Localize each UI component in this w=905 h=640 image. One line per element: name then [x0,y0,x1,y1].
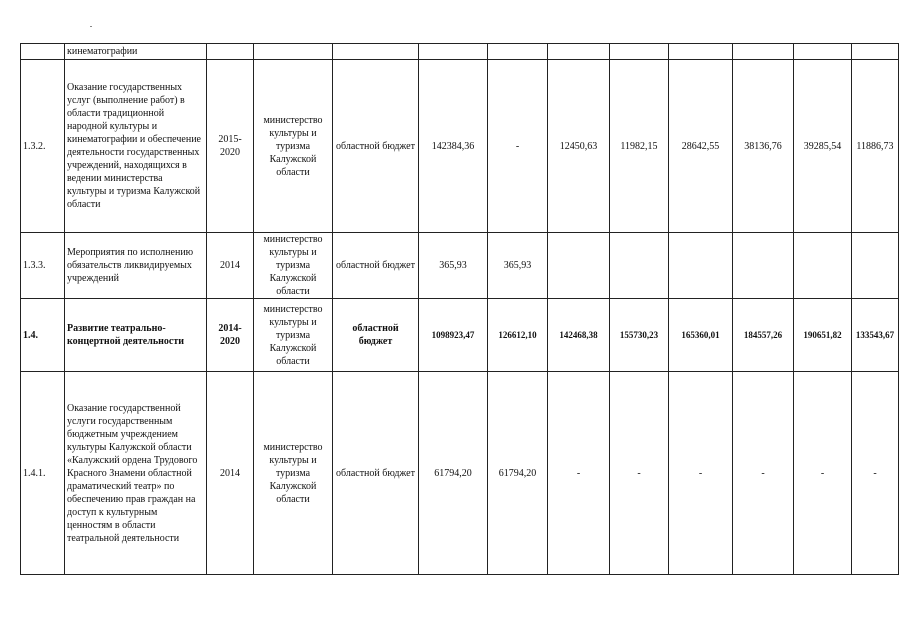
row-2014: 126612,10 [488,299,548,372]
row-2019 [794,44,852,60]
row-total: 61794,20 [419,372,488,575]
row-2018 [733,44,794,60]
row-name: Мероприятия по исполнению обязательств ликвидируемых учреждений [65,233,207,299]
row-2017: - [669,372,733,575]
table-row [21,233,899,299]
row-name: кинематографии [65,44,207,60]
budget-table [20,43,899,575]
row-2017: 165360,01 [669,299,733,372]
row-2015: 12450,63 [548,60,610,233]
row-2019: 190651,82 [794,299,852,372]
row-period: 2014 [207,372,254,575]
row-total: 365,93 [419,233,488,299]
row-2016 [610,44,669,60]
table-row [21,60,899,233]
row-2020 [852,44,899,60]
row-total [419,44,488,60]
row-2018: - [733,372,794,575]
row-period: 2014-2020 [207,299,254,372]
row-period: 2014 [207,233,254,299]
table-row [21,44,899,60]
row-2015 [548,233,610,299]
row-source: областной бюджет [333,60,419,233]
row-2016: - [610,372,669,575]
row-number: 1.3.2. [21,60,65,233]
row-2017: 28642,55 [669,60,733,233]
row-2020: - [852,372,899,575]
row-2017 [669,44,733,60]
row-executor: министерство культуры и туризма Калужской области [254,299,333,372]
table-row [21,299,899,372]
row-2020: 11886,73 [852,60,899,233]
row-executor [254,44,333,60]
row-name: Развитие театрально-концертной деятельности [65,299,207,372]
row-number: 1.3.3. [21,233,65,299]
row-2014 [488,44,548,60]
row-2018: 38136,76 [733,60,794,233]
row-2018: 184557,26 [733,299,794,372]
row-2020 [852,233,899,299]
row-2015: 142468,38 [548,299,610,372]
row-2016 [610,233,669,299]
row-2017 [669,233,733,299]
row-number: 1.4. [21,299,65,372]
row-period: 2015-2020 [207,60,254,233]
row-source: областной бюджет [333,372,419,575]
row-number: 1.4.1. [21,372,65,575]
row-2015 [548,44,610,60]
table-row [21,372,899,575]
row-total: 142384,36 [419,60,488,233]
row-2016: 155730,23 [610,299,669,372]
row-2016: 11982,15 [610,60,669,233]
row-2018 [733,233,794,299]
row-source: областной бюджет [333,233,419,299]
row-total: 1098923,47 [419,299,488,372]
row-2014: 365,93 [488,233,548,299]
row-2019 [794,233,852,299]
row-executor: министерство культуры и туризма Калужской области [254,233,333,299]
row-name: Оказание государственной услуги государственным бюджетным учреждением культуры Калужской области «Калужский ордена Трудового Красного Знамени областной драматический театр» по обеспечению прав граждан на доступ к культурным ценностям в области театральной деятельности [65,372,207,575]
row-name: Оказание государственных услуг (выполнение работ) в области традиционной народной культуры и кинематографии и обеспечение деятельности государственных учреждений, находящихся в ведении министерства культуры и туризма Калужской области [65,60,207,233]
row-2015: - [548,372,610,575]
row-source: областной бюджет [333,299,419,372]
row-2014: 61794,20 [488,372,548,575]
row-number [21,44,65,60]
row-2019: 39285,54 [794,60,852,233]
row-2014: - [488,60,548,233]
row-2020: 133543,67 [852,299,899,372]
row-executor: министерство культуры и туризма Калужской области [254,60,333,233]
scan-mark [90,26,92,27]
row-executor: министерство культуры и туризма Калужской области [254,372,333,575]
row-2019: - [794,372,852,575]
row-source [333,44,419,60]
row-period [207,44,254,60]
